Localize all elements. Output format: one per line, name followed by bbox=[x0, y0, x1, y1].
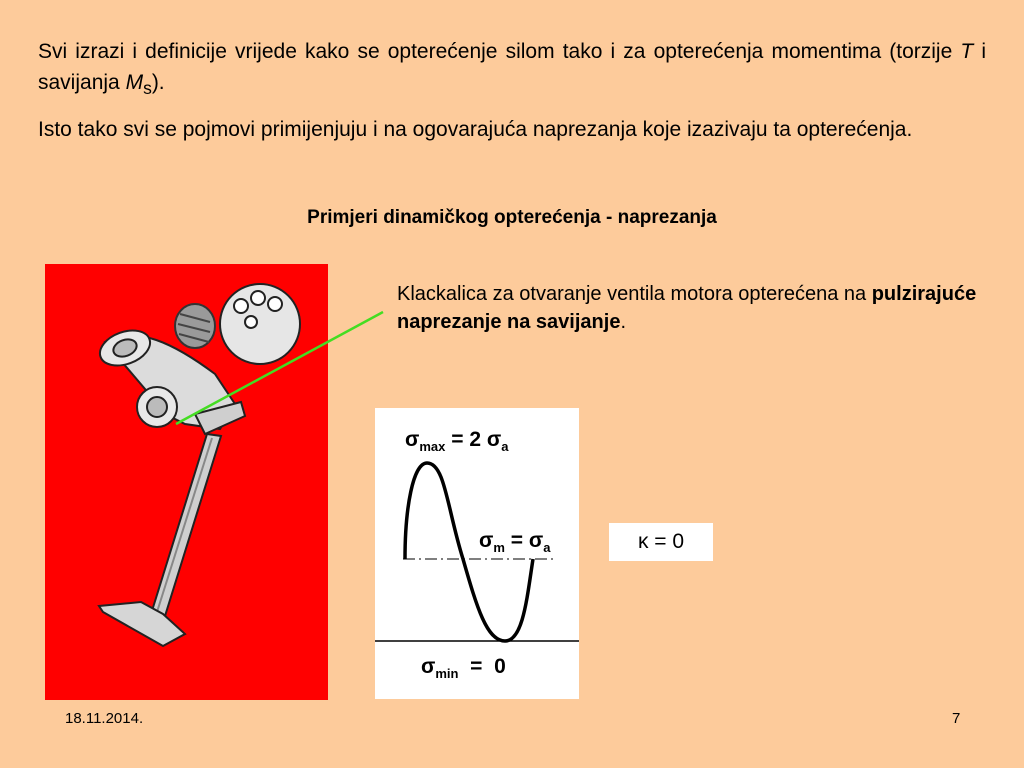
sigma-min-label: $\sigma_{min} = 0$ bbox=[421, 655, 506, 682]
page-number: 7 bbox=[952, 710, 961, 727]
kappa-box: κ = 0 bbox=[609, 523, 713, 561]
footer-date: 18.11.2014. bbox=[65, 710, 144, 727]
sigma-max-label: $\sigma_{max} = 2$ $\sigma_a$ bbox=[405, 428, 509, 455]
sigma-m-label: $\sigma_m = \sigma_a$ bbox=[479, 529, 551, 556]
section-title: Primjeri dinamičkog opterećenja - naprezanja bbox=[307, 207, 717, 228]
intro-paragraph: Svi izrazi i definicije vrijede kako se opterećenje silom tako i za opterećenja momentima (torzije T i savijanja $M_s$). bbox=[38, 40, 986, 99]
stress-diagram bbox=[375, 408, 579, 699]
second-paragraph: Isto tako svi se pojmovi primijenjuju i na ogovarajuća naprezanja koje izazivaju ta opterećenja. bbox=[38, 118, 913, 141]
caption: Klackalica za otvaranje ventila motora opterećena na pulzirajuće naprezanje na savijanje. bbox=[397, 283, 977, 333]
